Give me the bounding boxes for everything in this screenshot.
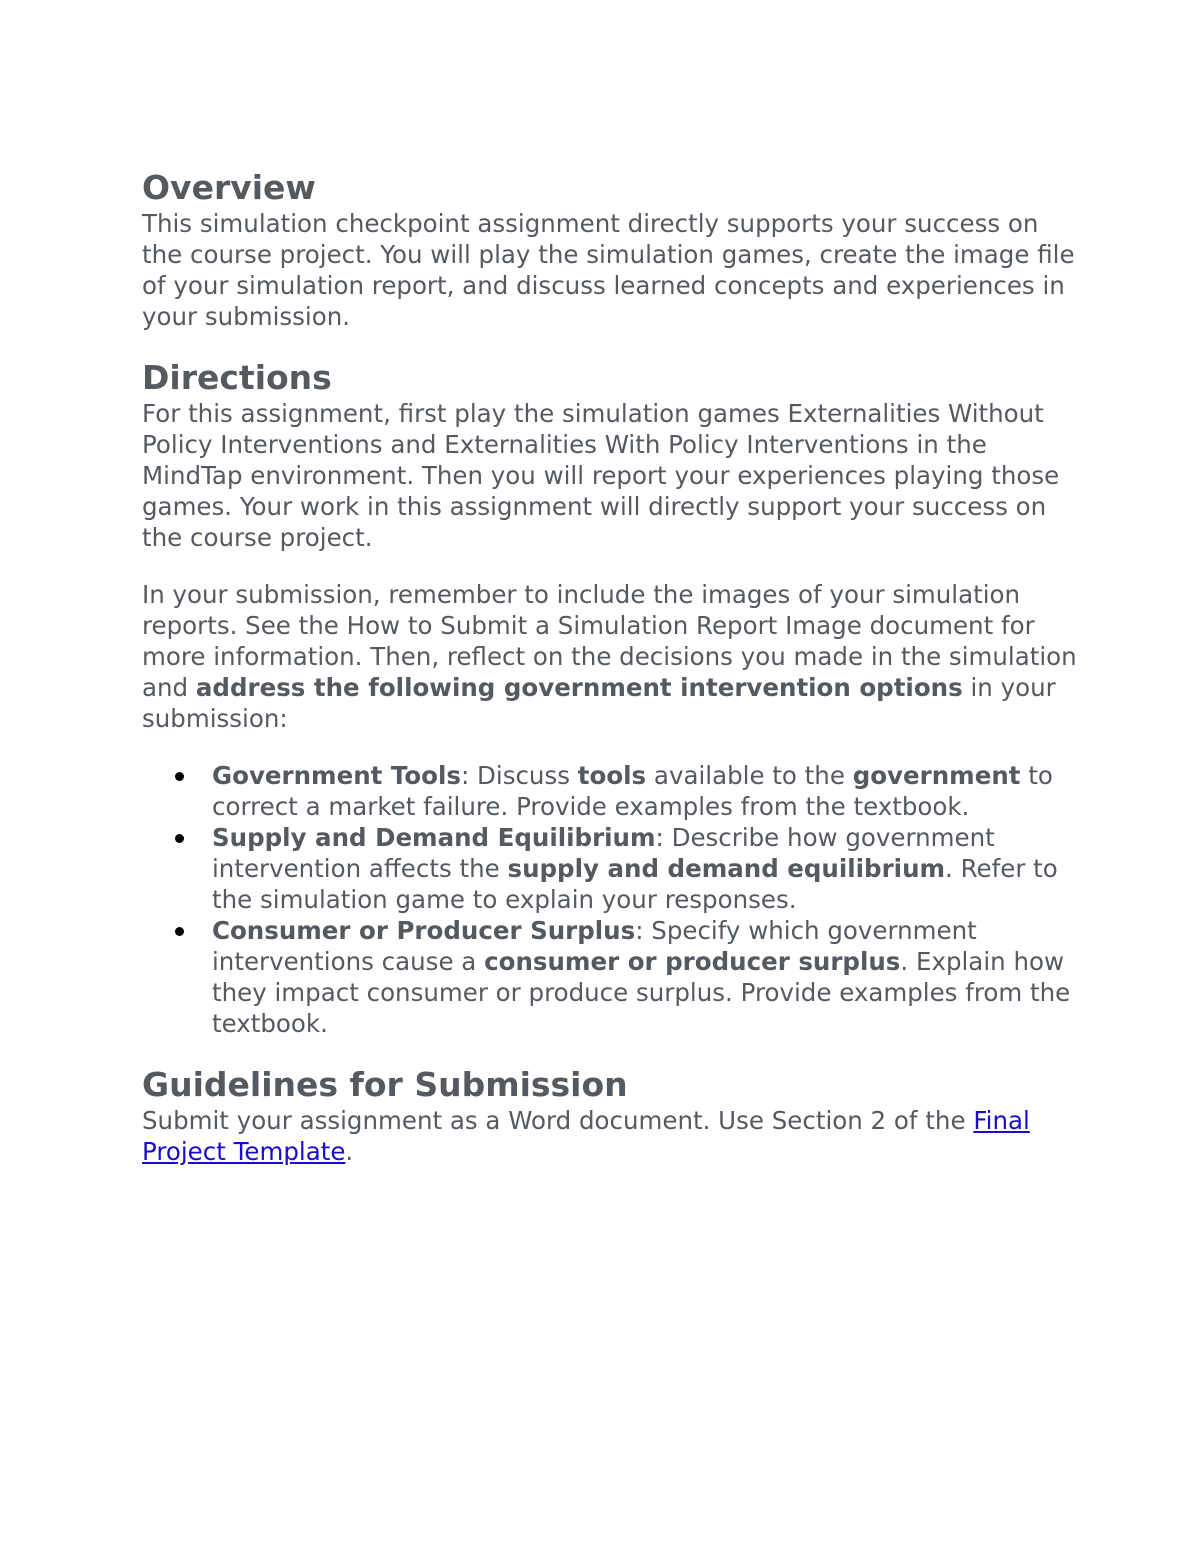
list-item-text: to correct a market failure. Provide examples from the textbook.	[212, 761, 1053, 821]
directions-paragraph-2-end: in your submission:	[142, 673, 1056, 733]
list-item-title: Government Tools	[212, 761, 461, 790]
list-item-bold: tools	[577, 761, 647, 790]
list-item-title: Consumer or Producer Surplus	[212, 916, 636, 945]
list-item-bold: government	[852, 761, 1021, 790]
list-item-text: . Refer to the simulation game to explain your responses.	[212, 854, 1058, 914]
list-item-supply-demand	[212, 822, 1082, 915]
directions-paragraph-2-intro: In your submission, remember to include the images of your simulation reports. See the How to Submit a Simulation Report Image document for more information. Then, reflect on the decisions you made in the simulation and	[142, 580, 1077, 702]
list-item-text: : Specify which government interventions cause a	[212, 916, 977, 976]
list-item-bold: supply and demand equilibrium	[507, 854, 946, 883]
bullet-icon	[175, 834, 184, 843]
list-item-text: : Describe how government intervention affects the	[212, 823, 995, 883]
directions-paragraph-1: For this assignment, first play the simulation games Externalities Without Policy Interventions and Externalities With Policy Interventions in the MindTap environment. Then you will report your experiences playing those games. Your work in this assignment will directly support your success on the course project.	[142, 399, 1060, 552]
list-item-text: . Explain how they impact consumer or produce surplus. Provide examples from the textbook.	[212, 947, 1071, 1038]
guidelines-end: .	[345, 1137, 354, 1166]
bullet-icon	[175, 927, 184, 936]
overview-heading: Overview	[142, 168, 316, 207]
overview-body: This simulation checkpoint assignment directly supports your success on the course project. You will play the simulation games, create the image file of your simulation report, and discuss learned concepts and experiences in your submission.	[142, 209, 1075, 331]
final-project-template-link[interactable]: Final Project Template	[142, 1106, 1030, 1166]
list-item-title: Supply and Demand Equilibrium	[212, 823, 656, 852]
bullet-icon	[175, 772, 184, 781]
guidelines-heading: Guidelines for Submission	[142, 1065, 628, 1104]
list-item-government-tools	[212, 760, 1082, 822]
intervention-options-list	[142, 760, 1082, 1039]
list-item-bold: consumer or producer surplus	[484, 947, 901, 976]
guidelines-body	[142, 1105, 1082, 1167]
directions-paragraph-2-bold: address the following government intervention options	[195, 673, 963, 702]
list-item-surplus	[212, 915, 1082, 1039]
directions-paragraph-2	[142, 579, 1082, 734]
list-item-text: : Discuss	[460, 761, 578, 790]
directions-heading: Directions	[142, 358, 332, 397]
document-page	[142, 168, 1082, 1167]
list-item-text: available to the	[646, 761, 853, 790]
guidelines-text: Submit your assignment as a Word document. Use Section 2 of the	[142, 1106, 974, 1135]
